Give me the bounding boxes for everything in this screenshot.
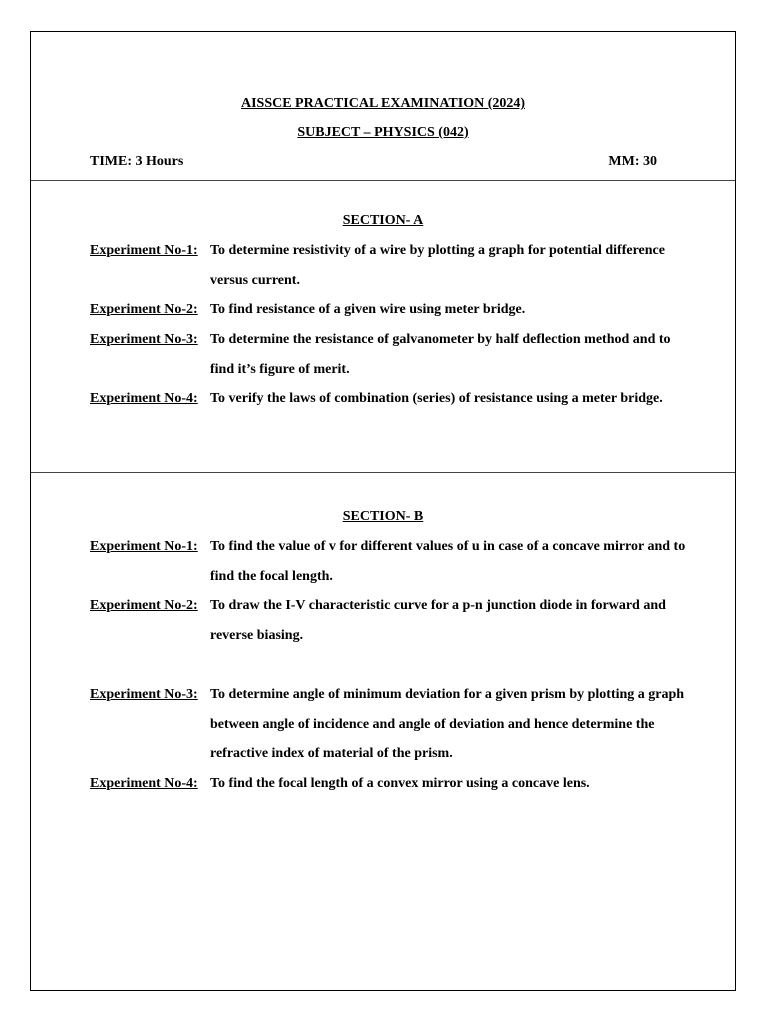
experiment-label: Experiment No-3: bbox=[90, 332, 198, 347]
section-b-experiment-4 bbox=[90, 769, 690, 799]
section-b-experiment-1 bbox=[90, 532, 690, 591]
section-b-experiment-3 bbox=[90, 680, 690, 769]
experiment-label: Experiment No-1: bbox=[90, 243, 198, 258]
max-marks-label: MM: 30 bbox=[608, 154, 657, 169]
experiment-text: To find the focal length of a convex mirror using a concave lens. bbox=[210, 776, 590, 791]
experiment-text: To determine angle of minimum deviation for a given prism by plotting a graph between angle of incidence and angle of deviation and hence determine the refractive index of material of the prism. bbox=[210, 687, 685, 761]
experiment-label: Experiment No-2: bbox=[90, 598, 198, 613]
experiment-text: To determine the resistance of galvanometer by half deflection method and to find it’s figure of merit. bbox=[210, 332, 671, 377]
experiment-text: To find resistance of a given wire using meter bridge. bbox=[210, 302, 526, 317]
section-a-experiment-1 bbox=[90, 236, 690, 295]
exam-page bbox=[30, 31, 736, 991]
section-a-experiment-4 bbox=[90, 384, 690, 414]
experiment-label: Experiment No-2: bbox=[90, 302, 198, 317]
experiment-text: To determine resistivity of a wire by plotting a graph for potential difference versus current. bbox=[210, 243, 665, 288]
exam-title: AISSCE PRACTICAL EXAMINATION (2024) bbox=[240, 96, 526, 111]
time-label: TIME: 3 Hours bbox=[90, 154, 184, 169]
section-a-title: SECTION- A bbox=[342, 213, 424, 228]
experiment-text: To draw the I-V characteristic curve for a p-n junction diode in forward and reverse biasing. bbox=[210, 598, 666, 643]
section-a-experiment-2 bbox=[90, 295, 690, 325]
experiment-text: To verify the laws of combination (series) of resistance using a meter bridge. bbox=[210, 391, 663, 406]
section-divider bbox=[31, 472, 735, 473]
section-b-experiment-2 bbox=[90, 591, 690, 650]
section-b-title: SECTION- B bbox=[342, 509, 424, 524]
experiment-label: Experiment No-4: bbox=[90, 776, 198, 791]
experiment-label: Experiment No-1: bbox=[90, 539, 198, 554]
experiment-label: Experiment No-3: bbox=[90, 687, 198, 702]
experiment-text: To find the value of v for different values of u in case of a concave mirror and to find the focal length. bbox=[210, 539, 686, 584]
section-a-experiment-3 bbox=[90, 325, 690, 384]
subject-title: SUBJECT – PHYSICS (042) bbox=[297, 125, 469, 140]
experiment-label: Experiment No-4: bbox=[90, 391, 198, 406]
header-divider bbox=[31, 180, 735, 181]
